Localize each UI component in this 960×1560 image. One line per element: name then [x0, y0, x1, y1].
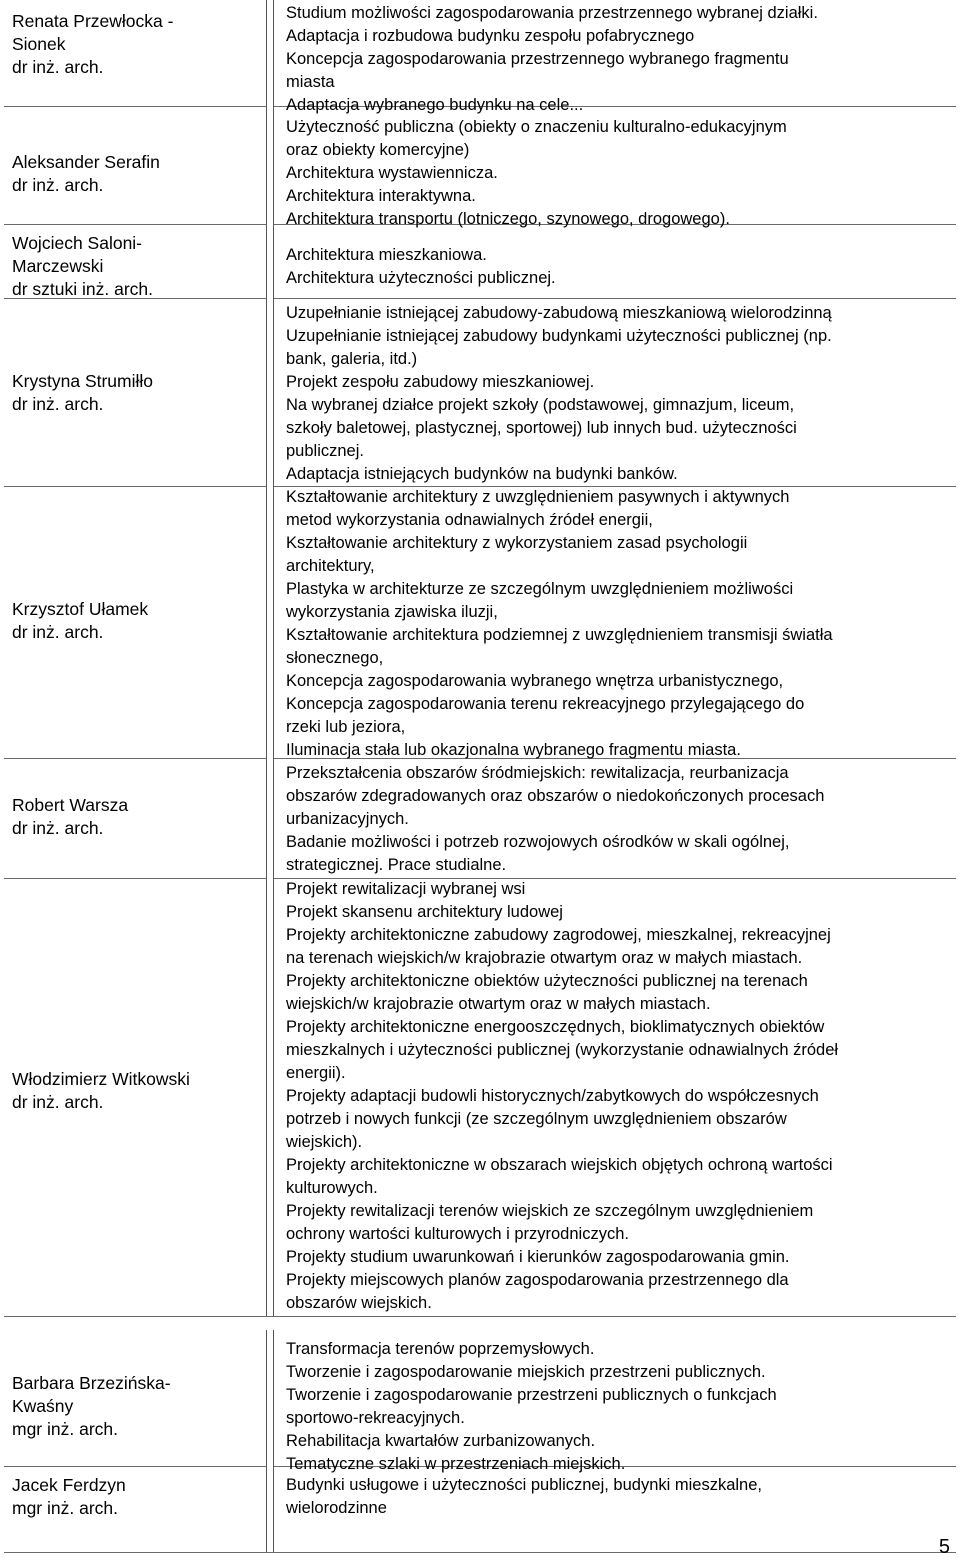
topic-line: Użyteczność publiczna (obiekty o znaczeniu kulturalno-edukacyjnym — [286, 118, 787, 136]
topic-line: Transformacja terenów poprzemysłowych. — [286, 1340, 595, 1358]
supervisor-name-line: Aleksander Serafin — [12, 152, 160, 172]
topic-line: urbanizacyjnych. — [286, 810, 409, 828]
topic-line: Koncepcja zagospodarowania wybranego wnętrza urbanistycznego, — [286, 672, 784, 690]
supervisor-name-line: dr inż. arch. — [12, 394, 104, 414]
topic-list — [286, 1474, 954, 1520]
topic-line: Projekt skansenu architektury ludowej — [286, 903, 563, 921]
table-row — [4, 878, 956, 1317]
topic-line: Tworzenie i zagospodarowanie przestrzeni publicznych o funkcjach — [286, 1386, 777, 1404]
table-row — [4, 298, 956, 487]
topic-line: Uzupełnianie istniejącej zabudowy-zabudową mieszkaniową wielorodzinną — [286, 304, 832, 322]
table-row — [4, 224, 956, 299]
supervisor-name-line: dr inż. arch. — [12, 818, 104, 838]
supervisor-name — [12, 151, 252, 197]
topic-line: obszarów wiejskich. — [286, 1294, 432, 1312]
topic-line: Projekty studium uwarunkowań i kierunków zagospodarowania gmin. — [286, 1248, 790, 1266]
topic-line: Projekty miejscowych planów zagospodarowania przestrzennego dla — [286, 1271, 789, 1289]
topic-line: Tematyczne szlaki w przestrzeniach miejskich. — [286, 1455, 626, 1473]
supervisor-name — [12, 370, 252, 416]
topic-line: mieszkalnych i użyteczności publicznej (wykorzystanie odnawialnych źródeł — [286, 1041, 839, 1059]
topic-line: ochrony wartości kulturowych i przyrodniczych. — [286, 1225, 629, 1243]
topic-line: Kształtowanie architektura podziemnej z uwzględnieniem transmisji światła — [286, 626, 833, 644]
topic-list — [286, 878, 954, 1315]
topic-line: Projekty architektoniczne energooszczędnych, bioklimatycznych obiektów — [286, 1018, 825, 1036]
topic-line: Architektura interaktywna. — [286, 187, 476, 205]
topic-line: Architektura mieszkaniowa. — [286, 246, 487, 264]
supervisor-name — [12, 1372, 252, 1441]
supervisor-name-line: dr sztuki inż. arch. — [12, 279, 154, 299]
table-row — [4, 0, 956, 114]
topic-line: Przekształcenia obszarów śródmiejskich: rewitalizacja, reurbanizacja — [286, 764, 789, 782]
supervisor-name — [12, 598, 252, 644]
topic-line: Adaptacja istniejących budynków na budynki banków. — [286, 465, 678, 483]
topic-line: miasta — [286, 73, 335, 91]
topic-line: na terenach wiejskich/w krajobrazie otwartym oraz w małych miastach. — [286, 949, 803, 967]
topic-line: Kształtowanie architektury z wykorzystaniem zasad psychologii — [286, 534, 748, 552]
topic-line: szkoły baletowej, plastycznej, sportowej) lub innych bud. użyteczności — [286, 419, 797, 437]
supervisor-name-line: Wojciech Saloni- — [12, 233, 143, 253]
topic-line: Kształtowanie architektury z uwzględnieniem pasywnych i aktywnych — [286, 488, 790, 506]
column-divider — [266, 298, 274, 486]
topic-line: Koncepcja zagospodarowania przestrzennego wybranego fragmentu — [286, 50, 789, 68]
topic-line: Projekty adaptacji budowli historycznych/zabytkowych do współczesnych — [286, 1087, 819, 1105]
page-number: 5 — [938, 1536, 950, 1558]
supervisor-name — [12, 1474, 252, 1520]
topic-line: metod wykorzystania odnawialnych źródeł energii, — [286, 511, 653, 529]
topic-list — [286, 244, 954, 290]
topic-line: Projekty rewitalizacji terenów wiejskich ze szczególnym uwzględnieniem — [286, 1202, 814, 1220]
table-row — [4, 758, 956, 879]
column-divider — [266, 758, 274, 878]
topic-line: strategicznej. Prace studialne. — [286, 856, 507, 874]
topic-line: publicznej. — [286, 442, 364, 460]
topic-line: obszarów zdegradowanych oraz obszarów o niedokończonych procesach — [286, 787, 825, 805]
topic-line: rzeki lub jeziora, — [286, 718, 406, 736]
supervisor-name-line: Renata Przewłocka - — [12, 11, 174, 31]
topic-line: Projekt zespołu zabudowy mieszkaniowej. — [286, 373, 595, 391]
column-divider — [266, 1330, 274, 1466]
column-divider — [266, 224, 274, 298]
topic-line: Na wybranej działce projekt szkoły (podstawowej, gimnazjum, liceum, — [286, 396, 795, 414]
topic-line: wykorzystania zjawiska iluzji, — [286, 603, 498, 621]
supervisor-name — [12, 10, 252, 79]
topic-line: architektury, — [286, 557, 375, 575]
topic-list — [286, 486, 954, 762]
table-row — [4, 486, 956, 759]
topic-line: Uzupełnianie istniejącej zabudowy budynkami użyteczności publicznej (np. — [286, 327, 832, 345]
topic-line: Badanie możliwości i potrzeb rozwojowych ośrodków w skali ogólnej, — [286, 833, 790, 851]
column-divider — [266, 486, 274, 758]
topic-line: Plastyka w architekturze ze szczególnym uwzględnieniem możliwości — [286, 580, 794, 598]
topic-line: Adaptacja i rozbudowa budynku zespołu pofabrycznego — [286, 27, 695, 45]
topic-line: Projekty architektoniczne zabudowy zagrodowej, mieszkalnej, rekreacyjnej — [286, 926, 831, 944]
table-row — [4, 1330, 956, 1473]
topic-line: Architektura wystawiennicza. — [286, 164, 498, 182]
supervisor-name — [12, 232, 252, 301]
supervisor-name-line: Krystyna Strumiłło — [12, 371, 154, 391]
supervisor-name-line: mgr inż. arch. — [12, 1419, 118, 1439]
topic-line: Studium możliwości zagospodarowania przestrzennego wybranej działki. — [286, 4, 818, 22]
topic-line: wiejskich). — [286, 1133, 363, 1151]
topic-line: Projekty architektoniczne w obszarach wiejskich objętych ochroną wartości — [286, 1156, 833, 1174]
topic-line: Tworzenie i zagospodarowanie miejskich przestrzeni publicznych. — [286, 1363, 766, 1381]
supervisor-name-line: dr inż. arch. — [12, 1092, 104, 1112]
topic-line: Projekty architektoniczne obiektów użyteczności publicznej na terenach — [286, 972, 808, 990]
topic-line: Architektura użyteczności publicznej. — [286, 269, 556, 287]
supervisor-name-line: Robert Warsza — [12, 795, 129, 815]
topic-line: słonecznego, — [286, 649, 384, 667]
supervisor-name-line: Włodzimierz Witkowski — [12, 1069, 190, 1089]
topic-line: wielorodzinne — [286, 1499, 387, 1517]
supervisor-name-line: Kwaśny — [12, 1396, 74, 1416]
table-row — [4, 106, 956, 228]
supervisor-name-line: Krzysztof Ułamek — [12, 599, 149, 619]
topic-list — [286, 1338, 954, 1476]
topic-line: kulturowych. — [286, 1179, 378, 1197]
topic-line: Adaptacja wybranego budynku na cele... — [286, 96, 584, 114]
supervisor-name-line: mgr inż. arch. — [12, 1498, 118, 1518]
topic-line: Projekt rewitalizacji wybranej wsi — [286, 880, 526, 898]
supervisor-name-line: dr inż. arch. — [12, 57, 104, 77]
supervisor-name-line: Marczewski — [12, 256, 104, 276]
topic-list — [286, 762, 954, 877]
topic-line: Rehabilitacja kwartałów zurbanizowanych. — [286, 1432, 596, 1450]
supervisor-name-line: Jacek Ferdzyn — [12, 1475, 126, 1495]
supervisor-name-line: dr inż. arch. — [12, 622, 104, 642]
supervisor-name-line: dr inż. arch. — [12, 175, 104, 195]
topic-list — [286, 116, 954, 231]
topic-line: sportowo-rekreacyjnych. — [286, 1409, 465, 1427]
supervisor-name — [12, 794, 252, 840]
topic-line: wiejskich/w krajobrazie otwartym oraz w małych miastach. — [286, 995, 711, 1013]
topic-line: oraz obiekty komercyjne) — [286, 141, 470, 159]
table-row — [4, 1466, 956, 1553]
topic-line: Budynki usługowe i użyteczności publicznej, budynki mieszkalne, — [286, 1476, 762, 1494]
topic-list — [286, 302, 954, 486]
topic-line: Koncepcja zagospodarowania terenu rekreacyjnego przylegającego do — [286, 695, 805, 713]
supervisor-name — [12, 1068, 252, 1114]
column-divider — [266, 0, 274, 106]
supervisor-name-line: Sionek — [12, 34, 66, 54]
column-divider — [266, 106, 274, 224]
column-divider — [266, 878, 274, 1316]
topic-line: energii). — [286, 1064, 346, 1082]
supervisor-name-line: Barbara Brzezińska- — [12, 1373, 171, 1393]
topic-line: bank, galeria, itd.) — [286, 350, 418, 368]
column-divider — [266, 1466, 274, 1552]
topic-line: potrzeb i nowych funkcji (ze szczególnym uwzględnieniem obszarów — [286, 1110, 787, 1128]
topic-line: Iluminacja stała lub okazjonalna wybranego fragmentu miasta. — [286, 741, 741, 759]
topic-line: Architektura transportu (lotniczego, szynowego, drogowego). — [286, 210, 730, 228]
topic-list — [286, 2, 954, 117]
